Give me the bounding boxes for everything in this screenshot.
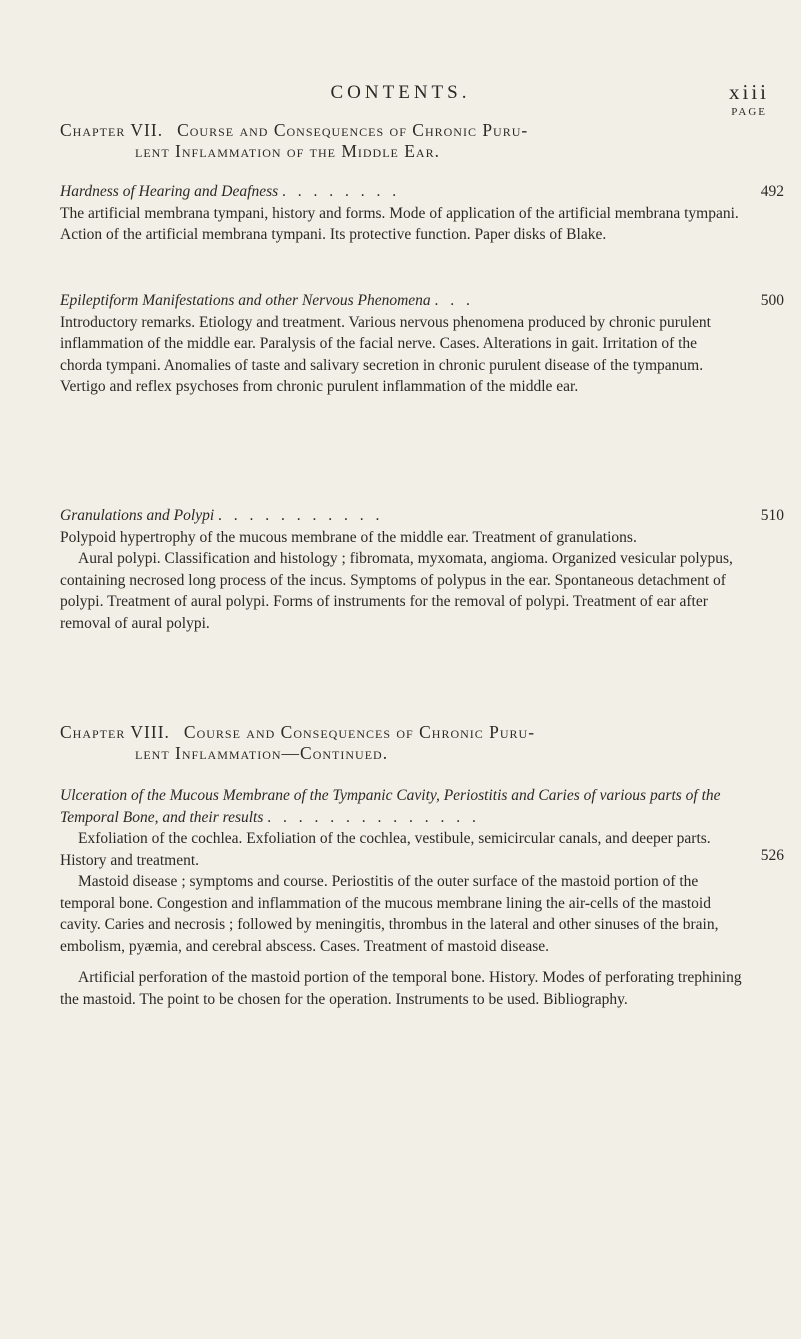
chapter-heading-vii: [60, 120, 750, 162]
toc-entry-ulceration-caries: [60, 785, 784, 1010]
chapter-title-line2: lent Inflammation of the Middle Ear.: [135, 141, 440, 161]
chapter-number: Chapter VIII.: [60, 722, 170, 742]
entry-page-number: 526: [760, 847, 784, 864]
entry-summary-2: Aural polypi. Classification and histology ; fibromata, myxomata, angioma. Organized vesicular polypus, containing necrosed long process of the incus. Symptoms of polypus in the ear. Spontaneous detachment of polypi. Treatment of aural polypi. Forms of instruments for the removal of polypi. Treatment of ear after removal of aural polypi.: [60, 550, 733, 632]
entry-summary: Polypoid hypertrophy of the mucous membrane of the middle ear. Treatment of granulations.: [60, 528, 637, 546]
entry-title: Hardness of Hearing and Deafness: [60, 183, 279, 200]
entry-summary: Introductory remarks. Etiology and treatment. Various nervous phenomena produced by chronic purulent inflammation of the middle ear. Paralysis of the facial nerve. Cases. Alterations in gait. Irritation of the chorda tympani. Anomalies of taste and salivary secretion in chronic purulent disease of the tympanum. Vertigo and reflex psychoses from chronic purulent inflammation of the middle ear.: [60, 313, 711, 395]
toc-entry-hardness-of-hearing: [60, 181, 784, 246]
chapter-title-line1: Course and Consequences of Chronic Puru-: [177, 120, 529, 140]
page-folio: xiii: [728, 80, 769, 104]
entry-summary-3: Artificial perforation of the mastoid portion of the temporal bone. History. Modes of perforating trephining the mastoid. The point to be chosen for the operation. Instruments to be used. Bibliography.: [60, 969, 742, 1008]
chapter-heading-viii: [60, 722, 750, 764]
chapter-title-line2: lent Inflammation—Continued.: [135, 743, 389, 763]
entry-page-number: 510: [760, 507, 784, 524]
chapter-number: Chapter VII.: [60, 120, 164, 140]
page-column-label: PAGE: [731, 106, 767, 118]
entry-title: Ulceration of the Mucous Membrane of the Tympanic Cavity, Periostitis and Caries of various parts of the Temporal Bone, and their results: [60, 787, 721, 826]
toc-entry-granulations-polypi: [60, 505, 784, 634]
entry-summary: The artificial membrana tympani, history and forms. Mode of application of the artificial membrana tympani. Action of the artificial membrana tympani. Its protective function. Paper disks of Blake.: [60, 204, 739, 243]
leader-dots: . . .: [434, 292, 474, 309]
leader-dots: . . . . . . . . . . .: [218, 507, 384, 524]
leader-dots: . . . . . . . . . . . . . .: [267, 808, 480, 826]
entry-page-number: 500: [760, 292, 784, 309]
chapter-title-line1: Course and Consequences of Chronic Puru-: [183, 722, 536, 742]
entry-page-number: 492: [760, 183, 784, 200]
entry-title: Epileptiform Manifestations and other Nervous Phenomena: [60, 292, 431, 309]
entry-summary-2: Mastoid disease ; symptoms and course. Periostitis of the outer surface of the mastoid portion of the temporal bone. Congestion and inflammation of the mucous membrane lining the air-cells of the mastoid cavity. Caries and necrosis ; followed by meningitis, thrombus in the lateral and other sinuses of the brain, embolism, pyæmia, and cerebral abscess. Cases. Treatment of mastoid disease.: [60, 873, 719, 955]
leader-dots: . . . . . . . .: [282, 183, 401, 200]
entry-title: Granulations and Polypi: [60, 507, 215, 524]
toc-entry-epileptiform: [60, 290, 784, 398]
running-title: CONTENTS.: [330, 82, 471, 103]
entry-summary: Exfoliation of the cochlea. Exfoliation of the cochlea, vestibule, semicircular canals, and deeper parts. History and treatment.: [60, 830, 711, 869]
